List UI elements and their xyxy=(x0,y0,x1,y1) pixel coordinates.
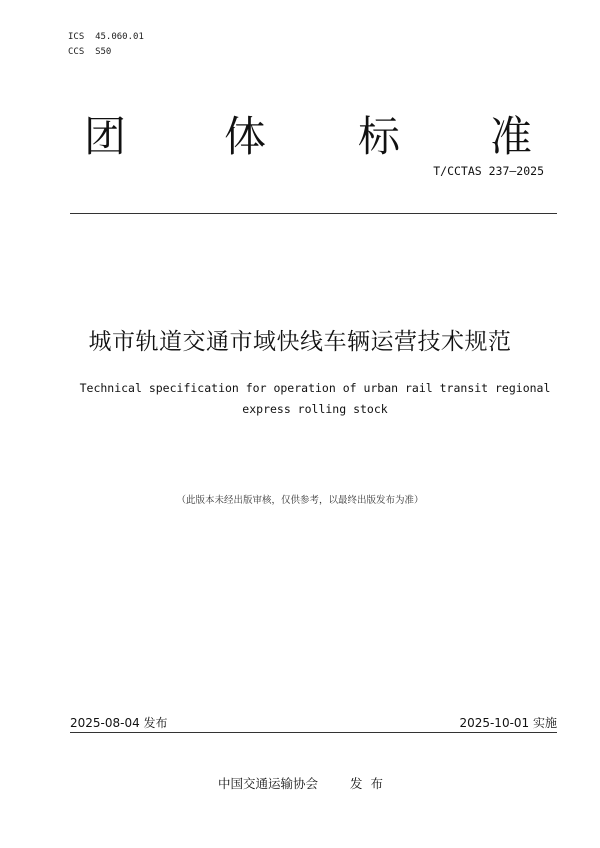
publish-date: 2025-08-04 发布 xyxy=(70,716,168,730)
doc-type-char-3: 标 xyxy=(358,112,401,161)
publisher-action: 发布 xyxy=(350,776,392,791)
ccs-code: CCS S50 xyxy=(68,47,112,57)
implementation-date: 2025-10-01 实施 xyxy=(459,716,557,730)
ics-code: ICS 45.060.01 xyxy=(68,32,144,42)
bottom-divider xyxy=(70,732,557,733)
doc-type-char-2: 体 xyxy=(224,112,267,161)
title-english-line-2: express rolling stock xyxy=(242,402,388,416)
doc-type-char-4: 准 xyxy=(490,112,533,161)
document-type-heading xyxy=(70,110,550,164)
top-divider xyxy=(70,213,557,214)
classification-codes xyxy=(68,30,144,60)
title-chinese: 城市轨道交通市域快线车辆运营技术规范 xyxy=(88,329,512,355)
draft-disclaimer: （此版本未经出版审核，仅供参考，以最终出版发布为准） xyxy=(176,495,424,506)
publisher-line xyxy=(218,774,391,792)
publisher-organization: 中国交通运输协会 xyxy=(218,776,319,791)
dates-row xyxy=(70,714,557,732)
standard-number: T/CCTAS 237—2025 xyxy=(433,164,544,178)
title-english-line-1: Technical specification for operation of urban rail transit regional xyxy=(79,381,551,395)
doc-type-char-1: 团 xyxy=(84,112,127,161)
title-english xyxy=(40,378,590,420)
